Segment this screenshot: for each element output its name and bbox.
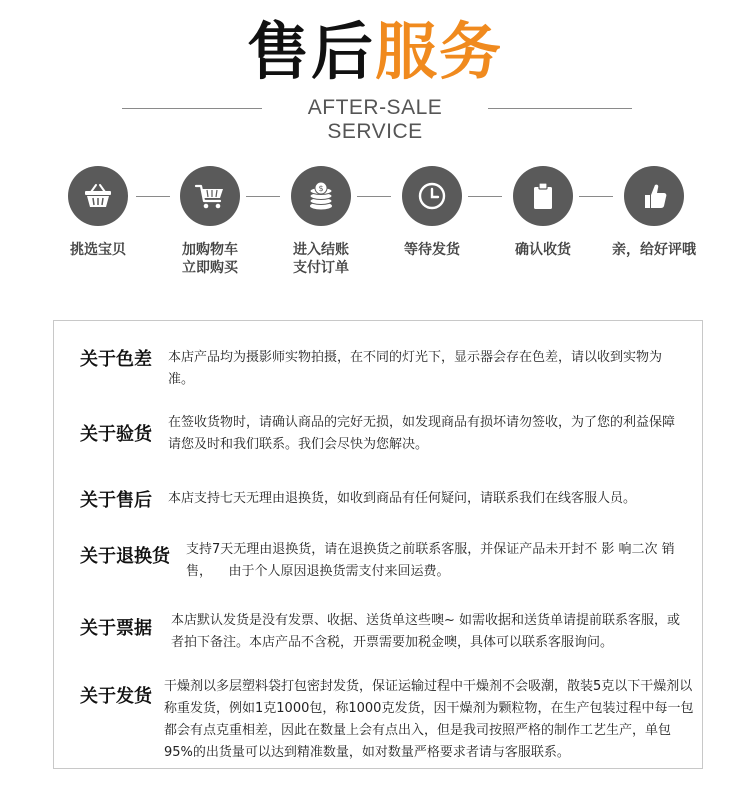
step-label-line1: 进入结账 [293,242,349,258]
policy-text: 本店支持七天无理由退换货，如收到商品有任何疑问，请联系我们在线客服人员。 [168,491,637,506]
step-label-line1: 确认收货 [515,242,571,258]
step-label-line2: 立即购买 [182,260,238,276]
policy-text: 本店默认发货是没有发票、收据、送货单这些噢~ 如需收据和送货单请提前联系客服，或者拍下备注。本店产品不含税，开票需要加税金噢，具体可以联系客服询问。 [171,613,681,650]
coins-icon [291,166,351,226]
policy-text: 支持7天无理由退换货，请在退换货之前联系客服，并保证产品未开封不 影 响二次 销售， 由于个人原因退换货需支付来回运费。 [186,542,675,579]
subtitle-row [0,96,750,143]
thumbs-up-icon [624,166,684,226]
step-await-shipping [372,166,492,259]
policy-title: 关于色差 [80,349,152,370]
policy-text: 本店产品均为摄影师实物拍摄，在不同的灯光下，显示器会存在色差，请以收到实物为准。 [168,350,663,387]
step-confirm-receipt [483,166,603,259]
step-label-line1: 等待发货 [404,242,460,258]
step-label-line1: 亲，给好评哦 [612,242,696,258]
policy-title: 关于售后 [80,490,152,511]
policy-title: 关于发货 [80,686,152,707]
cart-icon [180,166,240,226]
clipboard-icon [513,166,573,226]
step-label-line1: 加购物车 [182,242,238,258]
step-leave-review [594,166,714,259]
basket-icon [68,166,128,226]
policy-text: 在签收货物时，请确认商品的完好无损，如发现商品有损坏请勿签收，为了您的利益保障请您及时和我们联系。我们会尽快为您解决。 [168,415,676,452]
policy-text: 干燥剂以多层塑料袋打包密封发货，保证运输过程中干燥剂不会吸潮，散装5克以下干燥剂以称重发货，例如1克1000包，称1000克发货，因干燥剂为颗粒物，在生产包装过程中每一包都会有点克重相差，因此在数量上会有点出入，但是我司按照严格的制作工艺生产，单包95%的出货量可以达到精准数量，如对数量严格要求者请与客服联系。 [164,679,694,760]
step-label-line1: 挑选宝贝 [70,242,126,258]
subtitle-divider-left [122,108,262,109]
clock-icon [402,166,462,226]
step-pick-item [38,166,158,259]
subtitle: AFTER-SALE SERVICE [307,96,443,143]
page-title [0,12,750,92]
svg-text:$: $ [318,184,324,193]
title-dark-part: 售后 [246,15,375,88]
policy-title: 关于退换货 [80,546,170,567]
step-label-line2: 支付订单 [293,260,349,276]
policy-box [53,320,703,769]
step-checkout [261,166,381,277]
policy-title: 关于票据 [80,618,152,639]
subtitle-divider-right [488,108,632,109]
title-accent-part: 服务 [375,15,504,88]
policy-title: 关于验货 [80,424,152,445]
step-add-to-cart [150,166,270,277]
process-steps [0,166,750,286]
